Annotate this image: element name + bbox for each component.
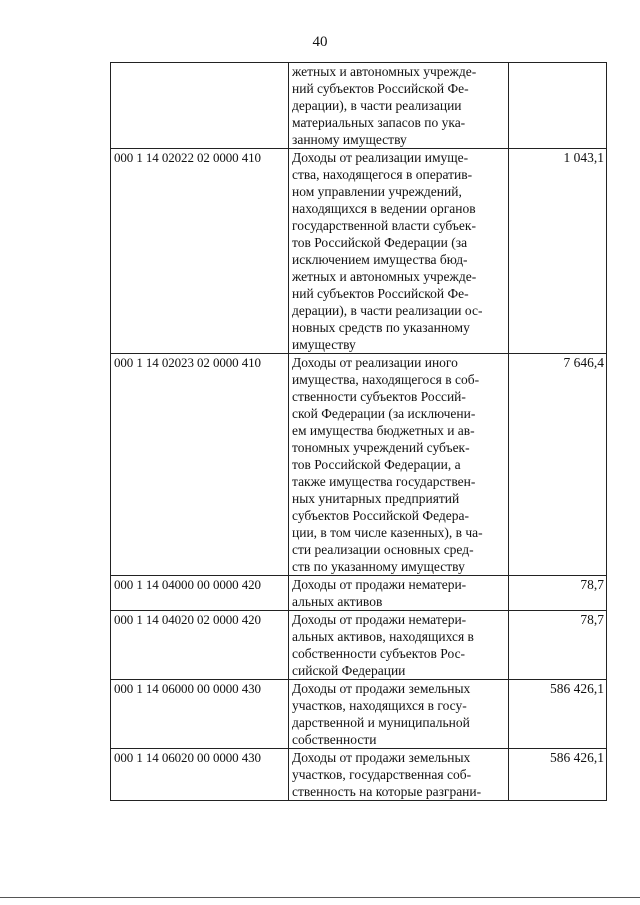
table-row xyxy=(111,611,607,680)
table-body xyxy=(111,63,607,801)
revenue-description: Доходы от реализации иного имущества, находящегося в соб- ственности субъектов Россий- ской Федерации (за исключени- ем имущества бюджетных и ав- тономных учреждений субъек- тов Российской Федерации, а также имущества государствен- ных унитарных предприятий субъектов Российской Федера- ции, в том числе казенных), в ча- сти реализации основных сред- ств по указанному имуществу xyxy=(289,354,509,576)
budget-code: 000 1 14 06020 00 0000 430 xyxy=(111,749,289,801)
table-row xyxy=(111,354,607,576)
amount: 78,7 xyxy=(509,611,607,680)
amount: 586 426,1 xyxy=(509,680,607,749)
table-row xyxy=(111,63,607,149)
budget-code: 000 1 14 02023 02 0000 410 xyxy=(111,354,289,576)
budget-code: 000 1 14 06000 00 0000 430 xyxy=(111,680,289,749)
revenue-description: Доходы от продажи нематери- альных активов, находящихся в собственности субъектов Рос- сийской Федерации xyxy=(289,611,509,680)
revenue-description: Доходы от реализации имуще- ства, находящегося в оператив- ном управлении учреждений, находящихся в ведении органов государственной власти субъек- тов Российской Федерации (за исключением имущества бюд- жетных и автономных учрежде- ний субъектов Российской Фе- дерации), в части реализации ос- новных средств по указанному имуществу xyxy=(289,149,509,354)
amount: 1 043,1 xyxy=(509,149,607,354)
revenue-description: Доходы от продажи нематери- альных активов xyxy=(289,576,509,611)
budget-code: 000 1 14 02022 02 0000 410 xyxy=(111,149,289,354)
amount xyxy=(509,63,607,149)
budget-code: 000 1 14 04000 00 0000 420 xyxy=(111,576,289,611)
page-number: 40 xyxy=(312,34,328,50)
table-row xyxy=(111,576,607,611)
amount: 586 426,1 xyxy=(509,749,607,801)
table-row xyxy=(111,749,607,801)
amount: 7 646,4 xyxy=(509,354,607,576)
page-bottom-rule xyxy=(0,897,640,898)
budget-code xyxy=(111,63,289,149)
amount: 78,7 xyxy=(509,576,607,611)
table-row xyxy=(111,149,607,354)
revenue-description: Доходы от продажи земельных участков, государственная соб- ственность на которые разграни- xyxy=(289,749,509,801)
table-row xyxy=(111,680,607,749)
revenue-description: Доходы от продажи земельных участков, находящихся в госу- дарственной и муниципальной собственности xyxy=(289,680,509,749)
budget-revenue-table xyxy=(110,62,607,801)
budget-code: 000 1 14 04020 02 0000 420 xyxy=(111,611,289,680)
revenue-description: жетных и автономных учрежде- ний субъектов Российской Фе- дерации), в части реализации материальных запасов по ука- занному имуществу xyxy=(289,63,509,149)
